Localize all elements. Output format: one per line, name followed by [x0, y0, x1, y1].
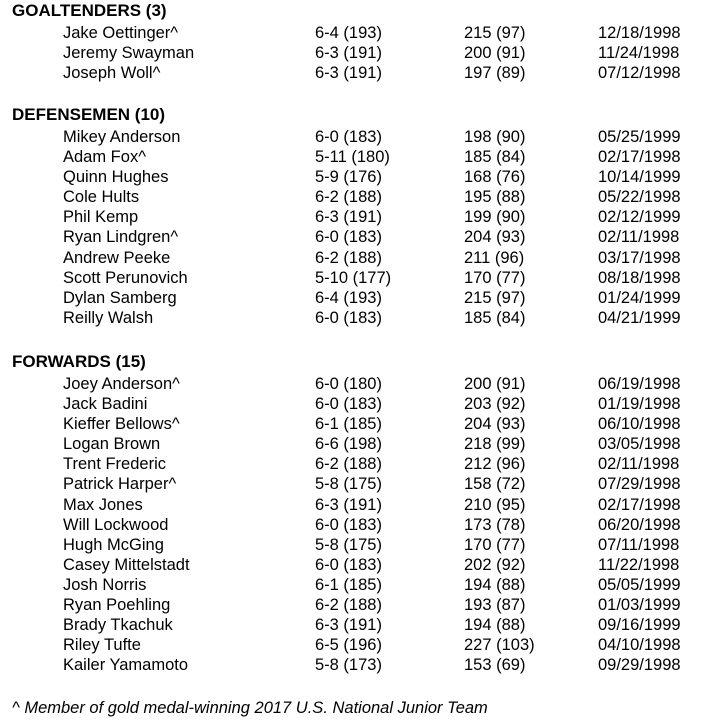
player-height: 6-0 (183) [315, 555, 382, 574]
player-birthdate: 02/17/1998 [598, 495, 681, 514]
player-row [0, 63, 704, 83]
player-birthdate: 03/05/1998 [598, 435, 681, 454]
player-height: 6-3 (191) [315, 495, 382, 514]
player-height: 6-3 (191) [315, 208, 382, 227]
player-birthdate: 02/11/1998 [598, 228, 680, 247]
player-row [0, 167, 704, 187]
player-birthdate: 07/11/1998 [598, 535, 680, 554]
player-birthdate: 11/22/1998 [598, 555, 680, 574]
footnote: ^ Member of gold medal-winning 2017 U.S. National Junior Team [12, 699, 488, 717]
player-weight: 212 (96) [464, 455, 526, 474]
player-name: Reilly Walsh [63, 308, 154, 327]
player-name: Mikey Anderson [63, 128, 181, 146]
player-birthdate: 07/29/1998 [598, 475, 681, 494]
player-row [0, 394, 704, 414]
player-birthdate: 05/05/1999 [598, 575, 681, 594]
player-weight: 210 (95) [464, 495, 526, 514]
player-weight: 215 (97) [464, 288, 526, 307]
player-weight: 202 (92) [464, 555, 526, 574]
player-name: Logan Brown [63, 435, 161, 454]
goaltenders-list [0, 23, 704, 83]
player-name: Ryan Lindgren^ [63, 228, 179, 247]
player-weight: 200 (91) [464, 375, 526, 393]
player-name: Jack Badini [63, 395, 148, 414]
player-weight: 170 (77) [464, 535, 526, 554]
player-row [0, 575, 704, 595]
player-weight: 197 (89) [464, 64, 526, 83]
player-birthdate: 06/20/1998 [598, 515, 681, 534]
player-birthdate: 05/25/1999 [598, 128, 681, 146]
player-name: Joey Anderson^ [63, 375, 180, 393]
player-height: 6-0 (183) [315, 128, 382, 146]
player-name: Brady Tkachuk [63, 616, 173, 635]
player-weight: 168 (76) [464, 168, 526, 187]
player-birthdate: 05/22/1998 [598, 188, 681, 207]
player-birthdate: 01/19/1998 [598, 395, 681, 414]
player-weight: 199 (90) [464, 208, 526, 227]
player-weight: 193 (87) [464, 596, 526, 615]
player-row [0, 555, 704, 575]
player-height: 6-3 (191) [315, 616, 382, 635]
player-weight: 170 (77) [464, 268, 526, 287]
player-row [0, 655, 704, 675]
player-weight: 218 (99) [464, 435, 526, 454]
player-weight: 204 (93) [464, 228, 526, 247]
player-height: 6-2 (188) [315, 188, 382, 207]
section-title: DEFENSEMEN (10) [12, 105, 166, 124]
player-weight: 195 (88) [464, 188, 526, 207]
player-row [0, 43, 704, 63]
player-birthdate: 02/12/1999 [598, 208, 681, 227]
player-height: 5-9 (176) [315, 168, 382, 187]
player-name: Joseph Woll^ [63, 64, 161, 83]
player-weight: 153 (69) [464, 656, 526, 675]
player-height: 6-1 (185) [315, 415, 382, 434]
player-row [0, 454, 704, 474]
player-birthdate: 07/12/1998 [598, 64, 681, 83]
player-height: 6-0 (180) [315, 375, 382, 393]
player-height: 6-2 (188) [315, 455, 382, 474]
player-birthdate: 04/21/1999 [598, 308, 681, 327]
player-row [0, 127, 704, 147]
player-birthdate: 09/16/1999 [598, 616, 681, 635]
player-height: 6-6 (198) [315, 435, 382, 454]
player-row [0, 147, 704, 167]
player-birthdate: 02/11/1998 [598, 455, 680, 474]
player-height: 5-8 (173) [315, 656, 382, 675]
player-row [0, 535, 704, 555]
player-row [0, 23, 704, 43]
section-title: FORWARDS (15) [12, 352, 146, 371]
player-weight: 203 (92) [464, 395, 526, 414]
player-birthdate: 02/17/1998 [598, 148, 681, 167]
player-row [0, 227, 704, 247]
player-name: Riley Tufte [63, 636, 141, 655]
player-height: 6-4 (193) [315, 288, 382, 307]
player-row [0, 374, 704, 394]
player-height: 6-0 (183) [315, 395, 382, 414]
player-row [0, 308, 704, 328]
player-row [0, 474, 704, 494]
player-birthdate: 09/29/1998 [598, 656, 681, 675]
player-birthdate: 04/10/1998 [598, 636, 681, 655]
player-height: 6-0 (183) [315, 228, 382, 247]
player-birthdate: 01/03/1999 [598, 596, 681, 615]
player-height: 6-3 (191) [315, 64, 382, 83]
player-weight: 198 (90) [464, 128, 526, 146]
player-name: Ryan Poehling [63, 596, 171, 615]
player-height: 6-2 (188) [315, 596, 382, 615]
player-height: 6-5 (196) [315, 636, 382, 655]
player-name: Casey Mittelstadt [63, 555, 190, 574]
player-birthdate: 11/24/1998 [598, 44, 680, 63]
player-birthdate: 01/24/1999 [598, 288, 681, 307]
player-weight: 185 (84) [464, 308, 526, 327]
player-height: 6-0 (183) [315, 308, 382, 327]
player-weight: 211 (96) [464, 248, 525, 267]
player-name: Jake Oettinger^ [63, 24, 179, 42]
player-name: Quinn Hughes [63, 168, 169, 187]
player-weight: 173 (78) [464, 515, 526, 534]
player-name: Cole Hults [63, 188, 140, 207]
defensemen-list [0, 127, 704, 328]
player-birthdate: 03/17/1998 [598, 248, 681, 267]
player-name: Hugh McGing [63, 535, 164, 554]
player-name: Trent Frederic [63, 455, 166, 474]
player-birthdate: 10/14/1999 [598, 168, 681, 187]
player-name: Adam Fox^ [63, 148, 146, 167]
player-name: Max Jones [63, 495, 143, 514]
player-birthdate: 08/18/1998 [598, 268, 681, 287]
player-height: 6-3 (191) [315, 44, 382, 63]
player-height: 5-8 (175) [315, 475, 382, 494]
player-height: 5-11 (180) [315, 148, 390, 167]
player-row [0, 615, 704, 635]
player-row [0, 288, 704, 308]
player-height: 6-0 (183) [315, 515, 382, 534]
player-height: 5-10 (177) [315, 268, 392, 287]
player-height: 5-8 (175) [315, 535, 382, 554]
player-weight: 185 (84) [464, 148, 526, 167]
player-row [0, 207, 704, 227]
player-name: Jeremy Swayman [63, 44, 195, 63]
player-weight: 200 (91) [464, 44, 526, 63]
player-row [0, 414, 704, 434]
player-row [0, 515, 704, 535]
player-weight: 227 (103) [464, 636, 535, 655]
player-weight: 215 (97) [464, 24, 526, 42]
player-row [0, 595, 704, 615]
player-row [0, 635, 704, 655]
forwards-list [0, 374, 704, 675]
player-height: 6-2 (188) [315, 248, 382, 267]
player-row [0, 268, 704, 288]
player-name: Andrew Peeke [63, 248, 171, 267]
player-row [0, 495, 704, 515]
player-name: Phil Kemp [63, 208, 139, 227]
player-height: 6-4 (193) [315, 24, 382, 42]
player-birthdate: 06/10/1998 [598, 415, 681, 434]
player-row [0, 248, 704, 268]
player-name: Josh Norris [63, 575, 147, 594]
section-title: GOALTENDERS (3) [12, 1, 167, 20]
player-name: Kieffer Bellows^ [63, 415, 180, 434]
player-name: Kailer Yamamoto [63, 656, 189, 675]
player-name: Will Lockwood [63, 515, 169, 534]
player-row [0, 434, 704, 454]
player-weight: 194 (88) [464, 616, 526, 635]
player-weight: 204 (93) [464, 415, 526, 434]
player-name: Scott Perunovich [63, 268, 188, 287]
player-birthdate: 06/19/1998 [598, 375, 681, 393]
player-birthdate: 12/18/1998 [598, 24, 681, 42]
player-name: Patrick Harper^ [63, 475, 177, 494]
player-height: 6-1 (185) [315, 575, 382, 594]
player-weight: 194 (88) [464, 575, 526, 594]
player-name: Dylan Samberg [63, 288, 177, 307]
player-row [0, 187, 704, 207]
player-weight: 158 (72) [464, 475, 526, 494]
